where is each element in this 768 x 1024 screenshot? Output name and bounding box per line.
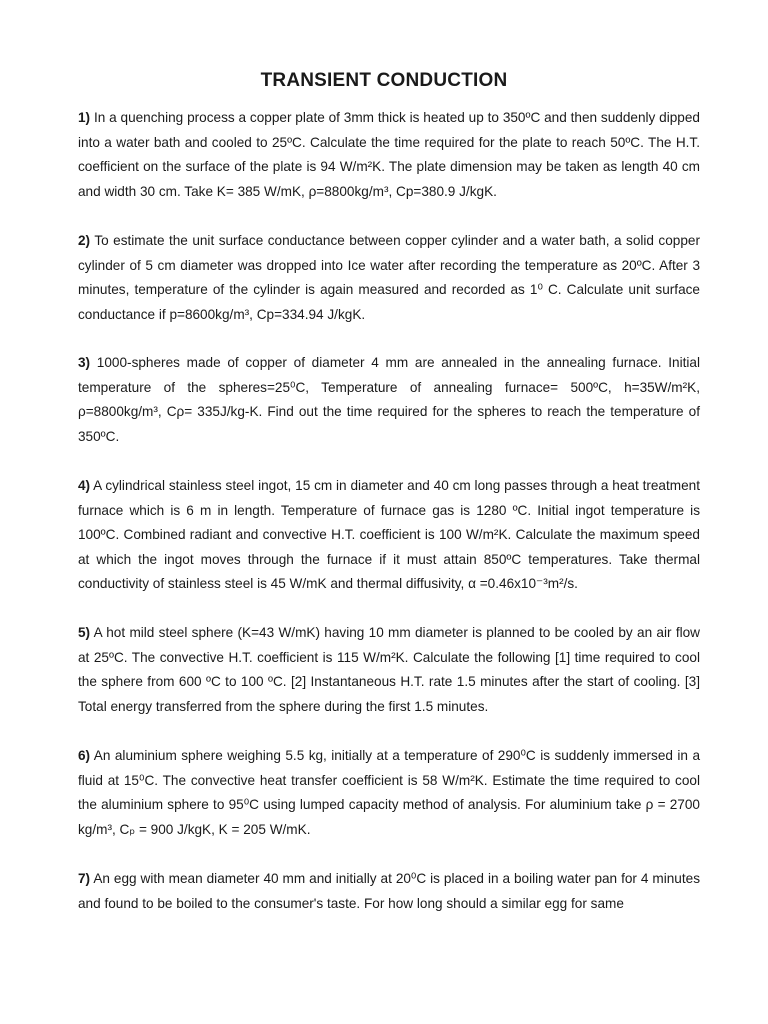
problem-number: 3) — [78, 355, 91, 370]
problem-5 — [78, 621, 700, 719]
problem-text: An aluminium sphere weighing 5.5 kg, initially at a temperature of 290⁰C is suddenly immersed in a fluid at 15⁰C. The convective heat transfer coefficient is 58 W/m²K. Estimate the time required to cool the aluminium sphere to 95⁰C using lumped capacity method of analysis. For aluminium take ρ = 2700 kg/m³, Cₚ = 900 J/kgK, K = 205 W/mK. — [78, 748, 700, 837]
page-title: TRANSIENT CONDUCTION — [260, 70, 508, 91]
problem-text: A cylindrical stainless steel ingot, 15 cm in diameter and 40 cm long passes through a heat treatment furnace which is 6 m in length. Temperature of furnace gas is 1280 ºC. Initial ingot temperature is 100ºC. Combined radiant and convective H.T. coefficient is 100 W/m²K. Calculate the maximum speed at which the ingot moves through the furnace if it must attain 850ºC temperatures. Take thermal conductivity of stainless steel is 45 W/mK and thermal diffusivity, α =0.46x10⁻³m²/s. — [78, 478, 700, 591]
problem-text: To estimate the unit surface conductance between copper cylinder and a water bath, a solid copper cylinder of 5 cm diameter was dropped into Ice water after recording the temperature as 20ºC. After 3 minutes, temperature of the cylinder is again measured and recorded as 1⁰ C. Calculate unit surface conductance if p=8600kg/m³, Cp=334.94 J/kgK. — [78, 233, 700, 322]
problem-number: 2) — [78, 233, 91, 248]
problem-1 — [78, 106, 700, 204]
problem-3 — [78, 351, 700, 449]
problem-7 — [78, 867, 700, 916]
problem-number: 5) — [78, 625, 91, 640]
problem-2 — [78, 229, 700, 327]
problem-text: A hot mild steel sphere (K=43 W/mK) having 10 mm diameter is planned to be cooled by an air flow at 25ºC. The convective H.T. coefficient is 115 W/m²K. Calculate the following [1] time required to cool the sphere from 600 ºC to 100 ºC. [2] Instantaneous H.T. rate 1.5 minutes after the start of cooling. [3] Total energy transferred from the sphere during the first 1.5 minutes. — [78, 625, 700, 714]
problem-text: In a quenching process a copper plate of 3mm thick is heated up to 350ºC and then suddenly dipped into a water bath and cooled to 25ºC. Calculate the time required for the plate to reach 50ºC. The H.T. coefficient on the surface of the plate is 94 W/m²K. The plate dimension may be taken as length 40 cm and width 30 cm. Take K= 385 W/mK, ρ=8800kg/m³, Cp=380.9 J/kgK. — [78, 110, 700, 199]
problem-6 — [78, 744, 700, 842]
problem-number: 4) — [78, 478, 91, 493]
problem-4 — [78, 474, 700, 597]
problem-number: 1) — [78, 110, 91, 125]
problem-number: 7) — [78, 871, 91, 886]
problem-number: 6) — [78, 748, 91, 763]
problem-text: 1000-spheres made of copper of diameter 4 mm are annealed in the annealing furnace. Initial temperature of the spheres=25⁰C, Temperature of annealing furnace= 500ºC, h=35W/m²K, ρ=8800kg/m³, Cρ= 335J/kg-K. Find out the time required for the spheres to reach the temperature of 350ºC. — [78, 355, 700, 444]
problem-text: An egg with mean diameter 40 mm and initially at 20⁰C is placed in a boiling water pan for 4 minutes and found to be boiled to the consumer's taste. For how long should a similar egg for same — [78, 871, 701, 911]
